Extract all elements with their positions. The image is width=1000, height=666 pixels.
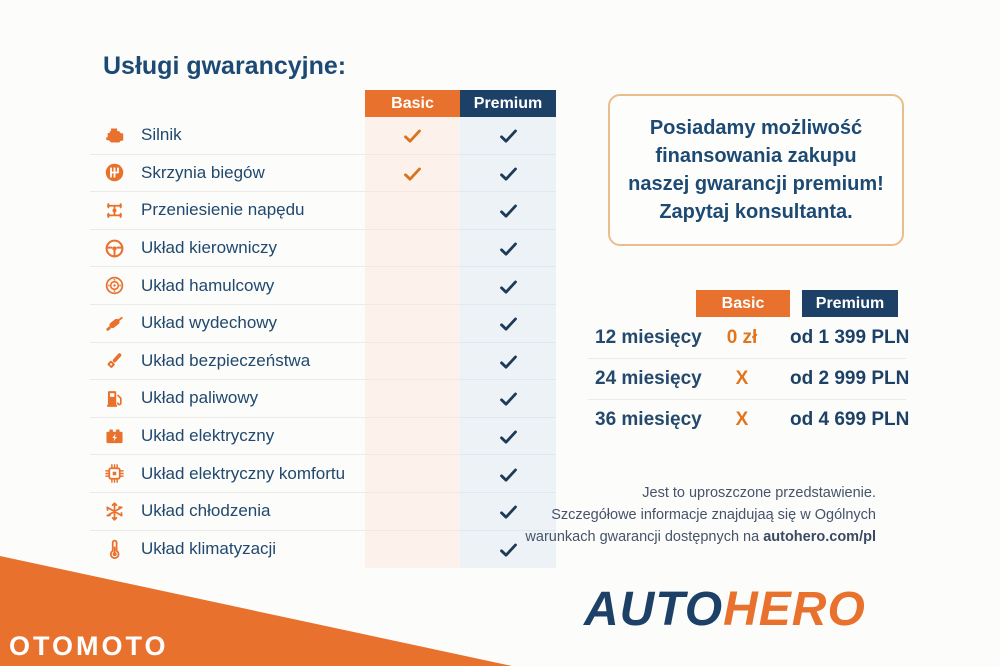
- service-label-zone: [90, 267, 365, 305]
- premium-column-header: Premium: [460, 90, 556, 117]
- financing-promo-box: [608, 94, 904, 246]
- basic-cell: [365, 455, 460, 493]
- basic-check-icon: [402, 125, 423, 146]
- service-label: Układ elektryczny: [141, 426, 275, 446]
- service-label: Układ chłodzenia: [141, 501, 271, 521]
- service-label: Układ elektryczny komfortu: [141, 463, 346, 483]
- snowflake-icon: [104, 500, 126, 522]
- exhaust-icon: [104, 312, 126, 334]
- header-spacer: [90, 90, 365, 117]
- service-label-zone: [90, 155, 365, 193]
- pricing-basic-value: X: [735, 368, 749, 389]
- basic-cell: [365, 418, 460, 456]
- service-row: [90, 267, 556, 305]
- service-label-zone: [90, 305, 365, 343]
- promo-line: finansowania zakupu: [655, 145, 857, 167]
- basic-column-header: Basic: [365, 90, 460, 117]
- pricing-row: [588, 358, 910, 399]
- pricing-basic-value: 0 zł: [726, 327, 758, 348]
- disclaimer-line: [476, 526, 876, 548]
- service-label: Układ kierowniczy: [141, 238, 278, 258]
- service-label-zone: [90, 117, 365, 155]
- premium-check-icon: [498, 276, 519, 297]
- thermometer-icon: [104, 538, 126, 560]
- premium-cell: [460, 230, 556, 268]
- service-row: [90, 230, 556, 268]
- basic-cell: [365, 155, 460, 193]
- autohero-url-link[interactable]: autohero.com/pl: [763, 529, 876, 545]
- service-label-zone: [90, 531, 365, 569]
- pricing-header-spacer: [588, 290, 694, 317]
- pricing-period: 36 miesięcy: [595, 409, 702, 430]
- basic-cell: [365, 493, 460, 531]
- premium-check-icon: [498, 200, 519, 221]
- disclaimer-line: Jest to uproszczone przedstawienie.: [642, 485, 876, 501]
- service-label: Układ klimatyzacji: [141, 539, 277, 559]
- basic-cell: [365, 531, 460, 569]
- service-label: Układ wydechowy: [141, 313, 278, 333]
- basic-check-icon: [402, 163, 423, 184]
- service-label-zone: [90, 455, 365, 493]
- service-row: [90, 418, 556, 456]
- premium-check-icon: [498, 163, 519, 184]
- drivetrain-icon: [104, 199, 126, 221]
- disclaimer-text: [476, 482, 876, 548]
- service-row: [90, 305, 556, 343]
- service-row: [90, 343, 556, 381]
- fuel-pump-icon: [104, 387, 126, 409]
- premium-check-icon: [498, 426, 519, 447]
- premium-cell: [460, 155, 556, 193]
- promo-line: Posiadamy możliwość: [649, 117, 863, 139]
- pricing-basic-header: Basic: [696, 290, 790, 317]
- seatbelt-icon: [104, 350, 126, 372]
- service-label: Układ paliwowy: [141, 388, 259, 408]
- premium-cell: [460, 267, 556, 305]
- basic-cell: [365, 305, 460, 343]
- basic-cell: [365, 117, 460, 155]
- pricing-premium-header: Premium: [802, 290, 898, 317]
- pricing-period: 12 miesięcy: [595, 327, 702, 348]
- service-label-zone: [90, 192, 365, 230]
- disclaimer-line: Szczegółowe informacje znajdujaą się w Ogólnych: [551, 507, 876, 523]
- pricing-premium-value: od 1 399 PLN: [790, 327, 910, 348]
- service-row: [90, 155, 556, 193]
- service-row: [90, 117, 556, 155]
- promo-line: naszej gwarancji premium!: [628, 173, 884, 195]
- battery-icon: [104, 425, 126, 447]
- pricing-row: [588, 399, 910, 440]
- gearbox-icon: [104, 162, 126, 184]
- premium-cell: [460, 380, 556, 418]
- service-row: [90, 380, 556, 418]
- pricing-period: 24 miesięcy: [595, 368, 702, 389]
- otomoto-logo: OTOMOTO: [9, 631, 169, 661]
- chip-icon: [104, 463, 126, 485]
- service-label: Układ hamulcowy: [141, 275, 275, 295]
- basic-cell: [365, 267, 460, 305]
- pricing-table-body: [588, 318, 910, 440]
- service-label: Skrzynia biegów: [141, 162, 265, 182]
- premium-cell: [460, 192, 556, 230]
- premium-check-icon: [498, 313, 519, 334]
- premium-check-icon: [498, 351, 519, 372]
- disclaimer-line3-prefix: warunkach gwarancji dostępnych na: [525, 529, 764, 545]
- service-label: Układ bezpieczeństwa: [141, 350, 311, 370]
- steering-wheel-icon: [104, 237, 126, 259]
- autohero-logo-hero: HERO: [723, 583, 866, 636]
- services-title: Usługi gwarancyjne:: [103, 52, 347, 80]
- premium-cell: [460, 343, 556, 381]
- service-label-zone: [90, 493, 365, 531]
- pricing-premium-value: od 4 699 PLN: [790, 409, 910, 430]
- premium-check-icon: [498, 388, 519, 409]
- pricing-basic-value: X: [735, 409, 749, 430]
- pricing-table-header: [588, 290, 906, 317]
- service-label: Silnik: [141, 125, 182, 145]
- service-label-zone: [90, 380, 365, 418]
- service-label-zone: [90, 343, 365, 381]
- promo-line: Zapytaj konsultanta.: [659, 201, 853, 223]
- basic-cell: [365, 380, 460, 418]
- service-label-zone: [90, 230, 365, 268]
- premium-check-icon: [498, 125, 519, 146]
- service-label-zone: [90, 418, 365, 456]
- basic-cell: [365, 192, 460, 230]
- pricing-premium-value: od 2 999 PLN: [790, 368, 910, 389]
- basic-cell: [365, 230, 460, 268]
- pricing-table: [588, 290, 910, 440]
- brake-disc-icon: [104, 275, 126, 297]
- premium-cell: [460, 117, 556, 155]
- services-table-header: [90, 90, 556, 117]
- premium-check-icon: [498, 238, 519, 259]
- service-row: [90, 192, 556, 230]
- premium-cell: [460, 305, 556, 343]
- autohero-logo: [584, 582, 866, 637]
- pricing-row: [588, 318, 910, 358]
- autohero-logo-auto: AUTO: [584, 583, 724, 636]
- service-label: Przeniesienie napędu: [141, 200, 305, 220]
- basic-cell: [365, 343, 460, 381]
- premium-cell: [460, 418, 556, 456]
- engine-icon: [104, 124, 126, 146]
